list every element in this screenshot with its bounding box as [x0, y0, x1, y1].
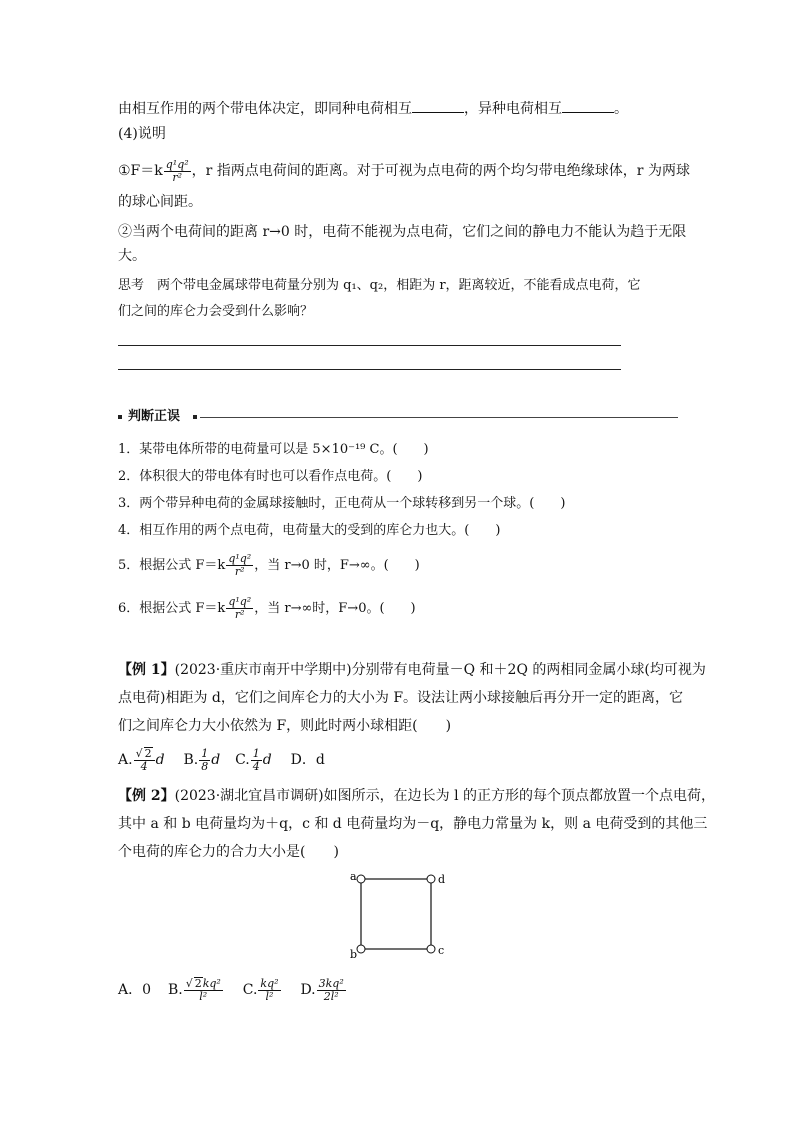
- variable: d: [262, 752, 272, 768]
- charge-b-circle: [357, 945, 365, 953]
- text-segment: ，当 r→0 时，F→∞。( ): [254, 558, 420, 573]
- label-c: c: [438, 944, 445, 957]
- fraction-numerator: kq²: [260, 976, 279, 990]
- text-segment: ，r 指两点电荷间的距离。对于可视为点电荷的两个均匀带电绝缘球体，r 为两球: [191, 163, 690, 179]
- answer-blank[interactable]: [562, 98, 614, 113]
- option-b[interactable]: [183, 746, 221, 773]
- fraction-denominator: r²: [234, 608, 245, 621]
- fraction-numerator: q¹q²: [228, 595, 252, 608]
- fraction-denominator: 4: [140, 760, 148, 773]
- square-outline: [361, 879, 431, 949]
- section-title: 判断正误: [128, 409, 181, 424]
- option-letter: C.: [242, 982, 258, 998]
- example-line: 点电荷)相距为 d，它们之间库仑力的大小为 F。设法让两小球接触后再分开一定的距离，它: [118, 690, 684, 706]
- example-line: 们之间库仑力大小依然为 F，则此时两小球相距( ): [118, 718, 452, 734]
- label-b: b: [350, 948, 358, 961]
- formula-prefix: ①F＝k: [118, 163, 163, 179]
- fraction: [134, 747, 155, 773]
- example-line: [118, 786, 715, 806]
- option-d[interactable]: D．d: [290, 752, 325, 768]
- section-header: [118, 407, 678, 427]
- bullet-square-icon: [193, 415, 197, 419]
- text-segment: 6．根据公式 F＝k: [118, 601, 226, 616]
- fraction-numerator: q¹q²: [228, 552, 252, 565]
- example-tag: 【例 2】: [118, 788, 175, 804]
- text-segment: 由相互作用的两个带电体决定，即同种电荷相互: [118, 101, 412, 117]
- judge-item: 3．两个带异种电荷的金属球接触时，正电荷从一个球转移到另一个球。( ): [118, 496, 566, 511]
- charge-d-circle: [427, 875, 435, 883]
- text-segment: 5．根据公式 F＝k: [118, 558, 226, 573]
- example-tag: 【例 1】: [118, 662, 175, 678]
- answer-line[interactable]: [118, 345, 621, 346]
- option-c[interactable]: [242, 976, 282, 1003]
- charge-a-circle: [357, 875, 365, 883]
- fraction: [226, 596, 253, 621]
- fraction-numerator: 1: [252, 746, 260, 760]
- fraction-numerator: √ 2: [134, 747, 155, 761]
- judge-item: [118, 595, 416, 623]
- example-line: [118, 660, 706, 680]
- fraction-numerator: q¹q²: [165, 157, 189, 171]
- option-letter: D.: [300, 982, 316, 998]
- options-row: [118, 744, 325, 776]
- text-segment: ，当 r→∞时，F→0。( ): [254, 601, 416, 616]
- variable: d: [155, 752, 165, 768]
- fraction-numerator: 1: [201, 746, 209, 760]
- option-c[interactable]: [235, 746, 272, 773]
- sub-heading: (4)说明: [118, 126, 166, 142]
- fraction: [184, 977, 223, 1003]
- fraction: [226, 553, 253, 578]
- fraction-denominator: 2l²: [323, 989, 339, 1003]
- options-row: [118, 973, 347, 1007]
- numerator-rest: kq²: [202, 977, 221, 990]
- fraction-denominator: l²: [265, 989, 274, 1003]
- judge-item: 1．某带电体所带的电荷量可以是 5×10⁻¹⁹ C。( ): [118, 442, 429, 457]
- example-line: 个电荷的库仑力的合力大小是( ): [118, 844, 339, 860]
- option-letter: B.: [183, 752, 199, 768]
- sqrt-radicand: 2: [144, 747, 152, 760]
- fraction-denominator: l²: [199, 990, 208, 1003]
- fraction-numerator: 3kq²: [318, 976, 344, 990]
- option-letter: B.: [167, 982, 183, 998]
- fraction-denominator: 8: [201, 759, 209, 773]
- charge-c-circle: [427, 945, 435, 953]
- judge-item: 2．体积很大的带电体有时也可以看作点电荷。( ): [118, 469, 423, 484]
- answer-blank[interactable]: [412, 98, 464, 113]
- option-letter: C.: [235, 752, 250, 768]
- judge-item: [118, 552, 420, 580]
- fraction: [258, 978, 280, 1003]
- text-segment: ，异种电荷相互: [464, 101, 562, 117]
- bullet-square-icon: [118, 415, 122, 419]
- answer-line[interactable]: [118, 369, 621, 370]
- label-a: a: [350, 870, 357, 883]
- fraction: [251, 748, 262, 773]
- option-letter: A.: [118, 752, 133, 768]
- example-line: 其中 a 和 b 电荷量均为＋q，c 和 d 电荷量均为－q，静电力常量为 k，则 a 电荷受到的其他三: [118, 816, 708, 832]
- fraction-numerator: √ 2kq²: [185, 977, 221, 990]
- think-question: 思考 两个带电金属球带电荷量分别为 q₁、q₂，相距为 r，距离较近，不能看成点电荷，它: [118, 278, 641, 293]
- text-line: [118, 98, 628, 119]
- fraction-denominator: r²: [234, 565, 245, 578]
- fraction: [199, 748, 210, 773]
- option-b[interactable]: [167, 977, 224, 1003]
- option-a[interactable]: A．0: [118, 982, 152, 998]
- fraction-denominator: 4: [252, 759, 260, 773]
- label-d: d: [438, 873, 446, 886]
- option-a[interactable]: [118, 747, 165, 773]
- fraction: [164, 159, 191, 184]
- fraction: [317, 978, 346, 1003]
- text-segment: (2023·重庆市南开中学期中)分别带有电荷量－Q 和＋2Q 的两相同金属小球(均可视为: [174, 662, 706, 678]
- square-charges-diagram: [345, 866, 455, 964]
- text-line: 的球心间距。: [118, 194, 202, 210]
- formula-note-line: [118, 158, 690, 184]
- variable: d: [211, 752, 221, 768]
- divider: [200, 417, 678, 418]
- option-d[interactable]: [300, 976, 346, 1003]
- text-line: ②当两个电荷间的距离 r→0 时，电荷不能视为点电荷，它们之间的静电力不能认为趋于无限: [118, 224, 687, 240]
- fraction-denominator: r²: [172, 170, 183, 184]
- text-segment: 。: [614, 101, 628, 117]
- think-question-cont: 们之间的库仑力会受到什么影响？: [118, 304, 314, 319]
- sqrt-radicand: 2: [194, 977, 202, 990]
- judge-item: 4．相互作用的两个点电荷，电荷量大的受到的库仑力也大。( ): [118, 523, 501, 538]
- text-segment: (2023·湖北宜昌市调研)如图所示，在边长为 l 的正方形的每个顶点都放置一个点电荷，: [174, 788, 716, 804]
- text-line: 大。: [118, 248, 146, 264]
